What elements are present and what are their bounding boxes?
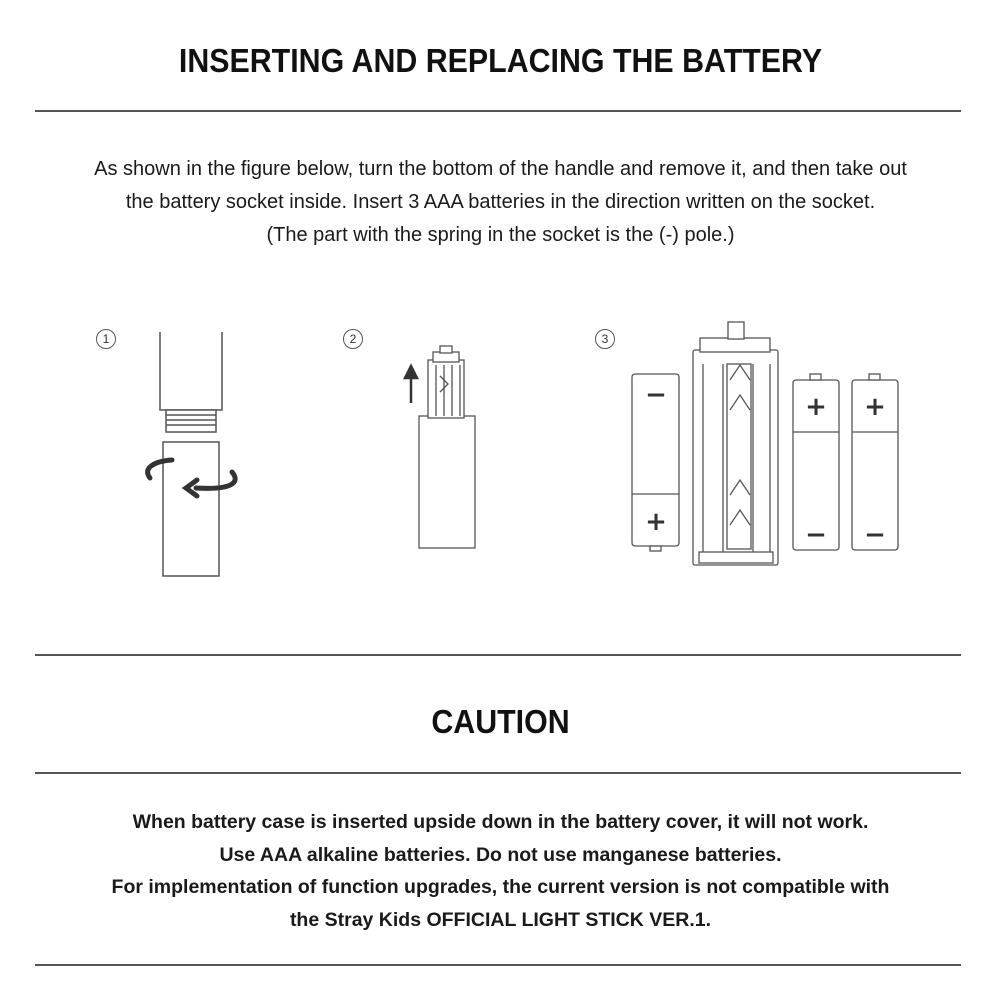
caution-line: the Stray Kids OFFICIAL LIGHT STICK VER.1.	[289, 908, 712, 931]
caution-text	[0, 806, 1001, 936]
divider-bottom	[35, 964, 961, 966]
divider-middle	[35, 654, 961, 656]
step-number-1: 1	[96, 329, 116, 349]
instructions-line: the battery socket inside. Insert 3 AAA batteries in the direction written on the socket.	[125, 191, 876, 213]
caution-title: CAUTION	[431, 703, 570, 740]
caution-line: Use AAA alkaline batteries. Do not use manganese batteries.	[219, 843, 782, 866]
battery-plus-label: +	[805, 392, 827, 422]
battery-plus-label: +	[645, 507, 667, 537]
caution-line: When battery case is inserted upside down in the battery cover, it will not work.	[132, 811, 869, 833]
instructions-line: As shown in the figure below, turn the bottom of the handle and remove it, and then take out	[94, 158, 907, 180]
up-arrow-icon	[405, 366, 417, 403]
step-3-battery-socket	[693, 322, 778, 565]
battery-minus-label: −	[645, 380, 667, 410]
battery-minus-label: −	[864, 520, 886, 550]
step-2-socket-figure	[419, 346, 475, 548]
instructions-line: (The part with the spring in the socket is the (-) pole.)	[266, 224, 735, 246]
caution-line: For implementation of function upgrades, the current version is not compatible with	[111, 876, 890, 898]
battery-minus-label: −	[805, 520, 827, 550]
battery-plus-label: +	[864, 392, 886, 422]
page-title: INSERTING AND REPLACING THE BATTERY	[178, 42, 823, 79]
step-number-3: 3	[595, 329, 615, 349]
divider-caution	[35, 772, 961, 774]
step-1-handle-figure	[160, 332, 222, 576]
step-number-2: 2	[343, 329, 363, 349]
